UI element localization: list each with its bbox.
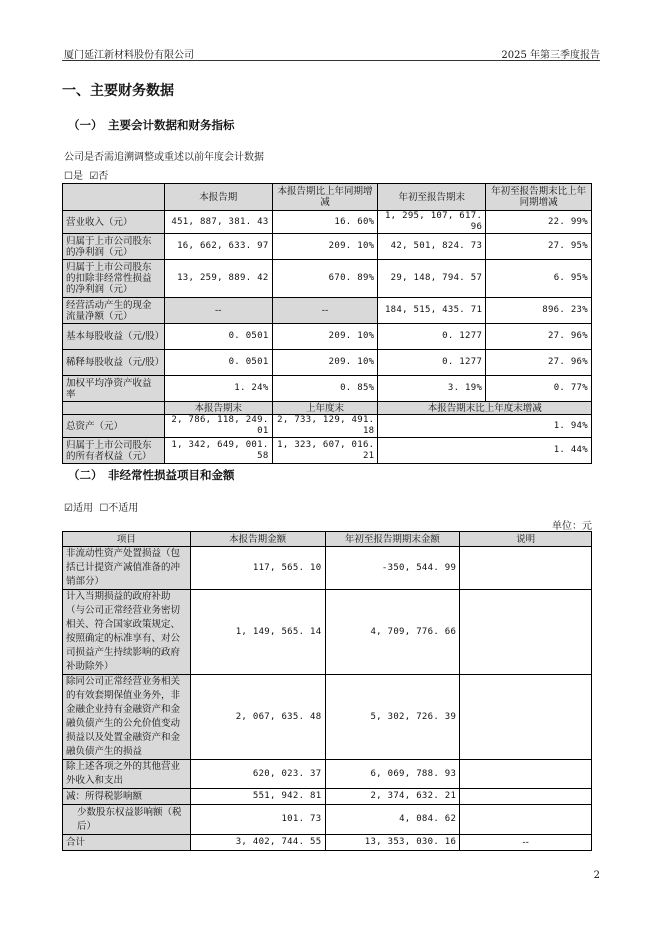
table1-header-period-end-change: 本报告期末比上年度末增减	[378, 402, 592, 415]
restate-yes-checkbox[interactable]: ☐是	[64, 171, 83, 182]
table1-header-current-change: 本报告期比上年同期增减	[272, 184, 378, 211]
restate-no-checkbox[interactable]: ☑否	[89, 171, 109, 182]
cell-value: 42, 501, 824. 73	[378, 234, 486, 260]
table-row	[63, 760, 592, 789]
table-row	[63, 260, 592, 298]
row-label: 总资产（元）	[63, 415, 165, 438]
cell-value: 0. 1277	[378, 350, 486, 376]
cell-value: 0. 77%	[486, 376, 592, 402]
cell-note	[460, 789, 592, 805]
row-label: 合计	[63, 835, 191, 851]
cell-value: 1. 44%	[378, 438, 592, 464]
table2-header-item: 项目	[63, 532, 191, 547]
table-row	[63, 234, 592, 260]
cell-value: 101. 73	[190, 805, 325, 835]
table1-header-ytd-change: 年初至报告期末比上年同期增减	[486, 184, 592, 211]
restate-options	[64, 167, 108, 182]
cell-value: 209. 10%	[272, 324, 378, 350]
table-row	[63, 438, 592, 464]
cell-note	[460, 675, 592, 760]
unit-label: 单位：元	[552, 521, 592, 532]
cell-value: 13, 353, 030. 16	[325, 835, 460, 851]
cell-value: 16. 60%	[272, 211, 378, 234]
cell-value: 3, 402, 744. 55	[190, 835, 325, 851]
cell-value: 209. 10%	[272, 350, 378, 376]
table-row	[63, 415, 592, 438]
cell-value: 551, 942. 81	[190, 789, 325, 805]
cell-value: 1. 24%	[164, 376, 272, 402]
non-recurring-items-table	[62, 531, 592, 851]
table-row	[63, 376, 592, 402]
row-label: 少数股东权益影响额（税后）	[63, 805, 191, 835]
cell-value: 1, 342, 649, 001. 58	[164, 438, 272, 464]
cell-value: 184, 515, 435. 71	[378, 298, 486, 324]
header-report-title: 2025 年第三季度报告	[501, 50, 600, 61]
cell-note	[460, 760, 592, 789]
table1-header-row	[63, 184, 592, 211]
cell-value: -350, 544. 99	[325, 547, 460, 590]
cell-value: 16, 662, 633. 97	[164, 234, 272, 260]
cell-value: 1. 94%	[378, 415, 592, 438]
cell-value: 620, 023. 37	[190, 760, 325, 789]
row-label: 计入当期损益的政府补助（与公司正常经营业务密切相关、符合国家政策规定、按照确定的标准享有、对公司损益产生持续影响的政府补助除外）	[63, 590, 191, 675]
row-label: 非流动性资产处置损益（包括已计提资产减值准备的冲销部分）	[63, 547, 191, 590]
table-row	[63, 211, 592, 234]
cell-value: 27. 95%	[486, 234, 592, 260]
row-label: 加权平均净资产收益率	[63, 376, 165, 402]
cell-value: 0. 1277	[378, 324, 486, 350]
header-company: 厦门延江新材料股份有限公司	[64, 50, 194, 61]
table1-header-empty	[63, 184, 165, 211]
row-label: 归属于上市公司股东的扣除非经常性损益的净利润（元）	[63, 260, 165, 298]
table1-subheader-row	[63, 402, 592, 415]
row-label: 减：所得税影响额	[63, 789, 191, 805]
subsection-1-title: 主要会计数据和财务指标	[108, 118, 235, 132]
subsection-2-heading	[68, 467, 235, 483]
table-row	[63, 835, 592, 851]
cell-value: 6, 069, 788. 93	[325, 760, 460, 789]
cell-value: 13, 259, 889. 42	[164, 260, 272, 298]
cell-value: 670. 89%	[272, 260, 378, 298]
table1-header-prior-year-end: 上年度末	[272, 402, 378, 415]
table-row	[63, 350, 592, 376]
cell-note	[460, 547, 592, 590]
table1-header-ytd: 年初至报告期末	[378, 184, 486, 211]
table-row	[63, 789, 592, 805]
cell-value: 1, 149, 565. 14	[190, 590, 325, 675]
cell-value: 29, 148, 794. 57	[378, 260, 486, 298]
cell-value: 2, 374, 632. 21	[325, 789, 460, 805]
section-title: 一、主要财务数据	[62, 83, 174, 99]
cell-value: 4, 084. 62	[325, 805, 460, 835]
cell-value: 3. 19%	[378, 376, 486, 402]
cell-value: 0. 85%	[272, 376, 378, 402]
subsection-1-number: （一）	[68, 118, 103, 132]
subsection-2-title: 非经常性损益项目和金额	[108, 468, 235, 482]
cell-value: 5, 302, 726. 39	[325, 675, 460, 760]
table1-header-current-period: 本报告期	[164, 184, 272, 211]
table-row	[63, 298, 592, 324]
cell-value: 451, 887, 381. 43	[164, 211, 272, 234]
table-row	[63, 675, 592, 760]
cell-value: 1, 295, 107, 617. 96	[378, 211, 486, 234]
applicable-checkbox[interactable]: ☑适用	[64, 503, 93, 514]
cell-value: 6. 95%	[486, 260, 592, 298]
cell-value: 2, 786, 118, 249. 01	[164, 415, 272, 438]
table2-header-row	[63, 532, 592, 547]
row-label: 基本每股收益（元/股）	[63, 324, 165, 350]
applicability-options	[64, 499, 138, 514]
table1-header-period-end: 本报告期末	[164, 402, 272, 415]
cell-value: 0. 0501	[164, 324, 272, 350]
row-label: 营业收入（元）	[63, 211, 165, 234]
row-label: 归属于上市公司股东的所有者权益（元）	[63, 438, 165, 464]
cell-value: 22. 99%	[486, 211, 592, 234]
cell-value: 4, 709, 776. 66	[325, 590, 460, 675]
cell-value: 117, 565. 10	[190, 547, 325, 590]
cell-note	[460, 590, 592, 675]
table-row	[63, 324, 592, 350]
page-number: 2	[593, 870, 600, 881]
row-label: 除同公司正常经营业务相关的有效套期保值业务外，非金融企业持有金融资产和金融负债产生的公允价值变动损益以及处置金融资产和金融负债产生的损益	[63, 675, 191, 760]
cell-value: 896. 23%	[486, 298, 592, 324]
restate-question: 公司是否需追溯调整或重述以前年度会计数据	[64, 152, 264, 163]
table-row	[63, 590, 592, 675]
subsection-1-heading	[68, 117, 235, 133]
cell-value: 2, 067, 635. 48	[190, 675, 325, 760]
cell-note	[460, 805, 592, 835]
financial-indicators-table	[62, 183, 592, 464]
cell-value: 2, 733, 129, 491. 18	[272, 415, 378, 438]
table2-header-ytd: 年初至报告期期末金额	[325, 532, 460, 547]
row-label: 归属于上市公司股东的净利润（元）	[63, 234, 165, 260]
cell-value: 27. 96%	[486, 350, 592, 376]
row-label: 稀释每股收益（元/股）	[63, 350, 165, 376]
row-label: 除上述各项之外的其他营业外收入和支出	[63, 760, 191, 789]
cell-value: 0. 0501	[164, 350, 272, 376]
subsection-2-number: （二）	[68, 468, 103, 482]
cell-note: --	[460, 835, 592, 851]
table-row	[63, 547, 592, 590]
not-applicable-checkbox[interactable]: ☐不适用	[99, 503, 139, 514]
row-label: 经营活动产生的现金流量净额（元）	[63, 298, 165, 324]
cell-value: --	[272, 298, 378, 324]
cell-value: 209. 10%	[272, 234, 378, 260]
cell-value: 27. 96%	[486, 324, 592, 350]
cell-value: 1, 323, 607, 016. 21	[272, 438, 378, 464]
table2-header-current: 本报告期金额	[190, 532, 325, 547]
table2-header-note: 说明	[460, 532, 592, 547]
header-divider	[62, 60, 600, 61]
table1-subheader-empty	[63, 402, 165, 415]
table-row	[63, 805, 592, 835]
cell-value: --	[164, 298, 272, 324]
